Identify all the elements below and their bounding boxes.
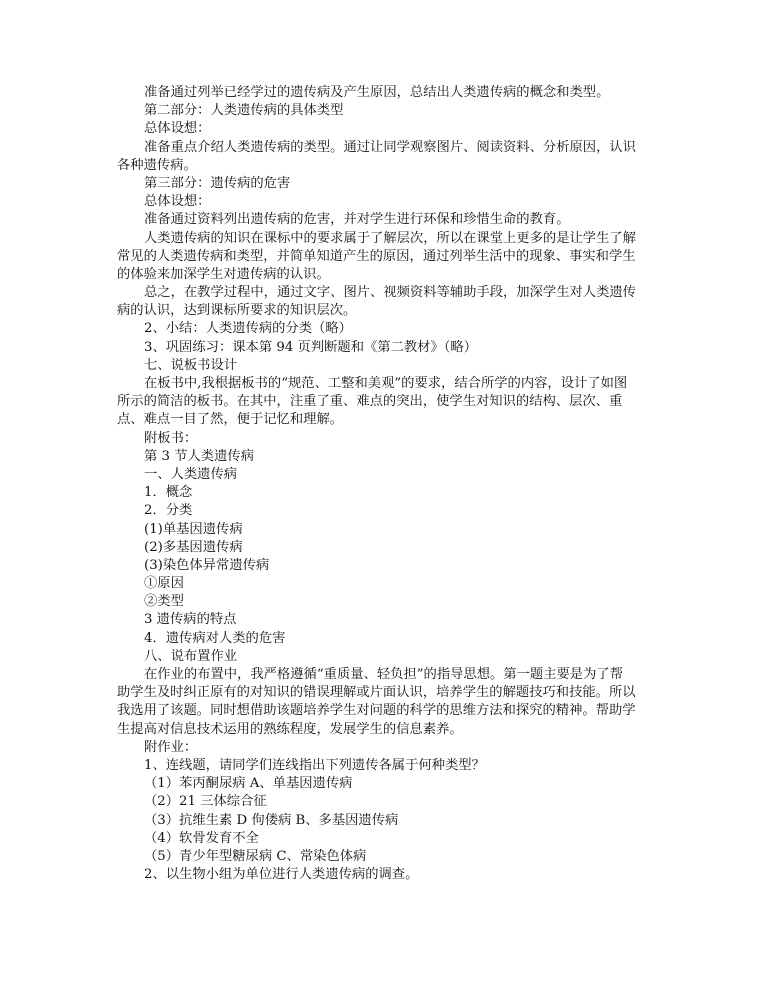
text-line: 准备通过资料列出遗传病的危害，并对学生进行环保和珍惜生命的教育。 bbox=[144, 212, 570, 228]
board-item: 1．概念 bbox=[144, 485, 193, 501]
text-line: 3、巩固练习：课本第 94 页判断题和《第二教材》（略） bbox=[144, 339, 478, 355]
text-line: 在作业的布置中，我严格遵循“重质量、轻负担”的指导思想。第一题主要是为了帮 bbox=[144, 667, 623, 682]
board-item: (2)多基因遗传病 bbox=[144, 539, 243, 555]
section-heading: 八、说布置作业 bbox=[144, 648, 238, 664]
board-item: 2．分类 bbox=[144, 503, 193, 519]
section-heading: 七、说板书设计 bbox=[144, 357, 238, 373]
exercise-item: （5）青少年型糖尿病 C、常染色体病 bbox=[144, 848, 367, 864]
board-item: ②类型 bbox=[144, 594, 184, 610]
text-line: 点、难点一目了然，便于记忆和理解。 bbox=[117, 412, 344, 428]
board-item: 一、人类遗传病 bbox=[144, 466, 238, 482]
text-line: 在板书中,我根据板书的“规范、工整和美观”的要求，结合所学的内容，设计了如图 bbox=[144, 376, 628, 391]
text-line: 总体设想： bbox=[144, 121, 211, 137]
exercise-item: （4）软骨发育不全 bbox=[144, 830, 259, 846]
text-line: 附作业： bbox=[144, 739, 198, 755]
section-heading: 第三部分：遗传病的危害 bbox=[144, 175, 291, 191]
board-item: (1)单基因遗传病 bbox=[144, 521, 243, 537]
text-line: 所示的简洁的板书。在其中，注重了重、难点的突出，使学生对知识的结构、层次、重 bbox=[117, 394, 623, 410]
board-item: 4．遗传病对人类的危害 bbox=[144, 630, 286, 646]
exercise-question: 2、以生物小组为单位进行人类遗传病的调查。 bbox=[144, 867, 419, 883]
board-title: 第 3 节人类遗传病 bbox=[144, 448, 254, 464]
text-line: 病的认识，达到课标所要求的知识层次。 bbox=[117, 303, 357, 319]
board-item: ①原因 bbox=[144, 576, 184, 592]
text-line: 附板书： bbox=[144, 430, 198, 446]
text-line: 总之，在教学过程中，通过文字、图片、视频资料等辅助手段，加深学生对人类遗传 bbox=[144, 285, 636, 301]
text-line: 人类遗传病的知识在课标中的要求属于了解层次，所以在课堂上更多的是让学生了解 bbox=[144, 230, 636, 246]
exercise-item: （2）21 三体综合征 bbox=[144, 794, 267, 810]
text-line: 总体设想： bbox=[144, 194, 211, 210]
board-item: (3)染色体异常遗传病 bbox=[144, 557, 270, 573]
text-line: 各种遗传病。 bbox=[117, 157, 197, 173]
text-line: 准备通过列举已经学过的遗传病及产生原因，总结出人类遗传病的概念和类型。 bbox=[144, 85, 610, 100]
text-line: 2、小结：人类遗传病的分类（略） bbox=[144, 321, 352, 337]
text-line: 准备重点介绍人类遗传病的类型。通过让同学观察图片、阅读资料、分析原因，认识 bbox=[144, 139, 636, 155]
exercise-item: （1）苯丙酮尿病 A、单基因遗传病 bbox=[144, 776, 353, 792]
document-page bbox=[117, 84, 657, 884]
section-heading: 第二部分：人类遗传病的具体类型 bbox=[144, 103, 344, 119]
board-item: 3 遗传病的特点 bbox=[144, 612, 237, 628]
text-line: 我选用了该题。同时想借助该题培养学生对问题的科学的思维方法和探究的精神。帮助学 bbox=[117, 703, 636, 719]
exercise-item: （3）抗维生素 D 佝偻病 B、多基因遗传病 bbox=[144, 812, 399, 828]
text-line: 的体验来加深学生对遗传病的认识。 bbox=[117, 266, 330, 282]
text-line: 常见的人类遗传病和类型，并简单知道产生的原因，通过列举生活中的现象、事实和学生 bbox=[117, 248, 636, 264]
text-line: 助学生及时纠正原有的对知识的错误理解或片面认识，培养学生的解题技巧和技能。所以 bbox=[117, 685, 636, 701]
exercise-question: 1、连线题，请同学们连线指出下列遗传各属于何种类型？ bbox=[144, 757, 485, 773]
text-line: 生提高对信息技术运用的熟练程度，发展学生的信息素养。 bbox=[117, 721, 463, 737]
